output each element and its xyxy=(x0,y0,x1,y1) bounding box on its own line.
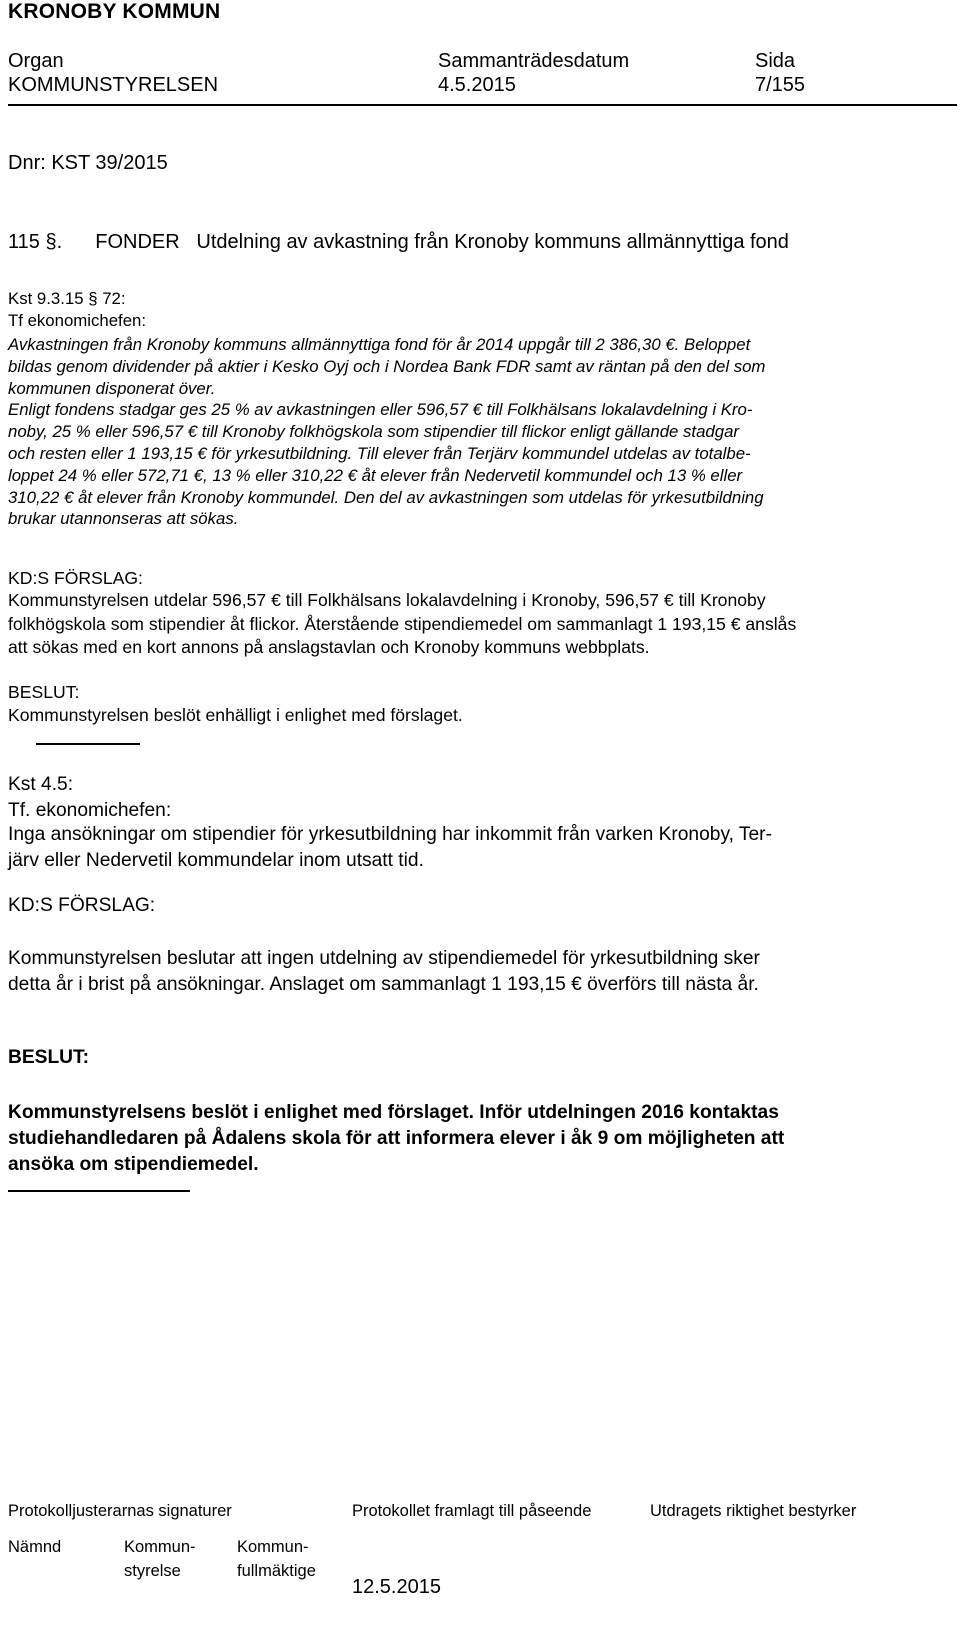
page-label: Sida xyxy=(755,50,796,72)
kst1-line: 310,22 € åt elever från Kronoby kommundel. Den del av avkastningen som utdelas för yrkesutbildning xyxy=(8,487,764,507)
certified-label: Utdragets riktighet bestyrker xyxy=(650,1502,857,1520)
kst1-line: brukar utannonseras att sökas. xyxy=(8,509,239,529)
kst2-body xyxy=(8,822,957,874)
footer-col-styrelse-line2: styrelse xyxy=(124,1562,181,1580)
footer-col-fullmaktige-line2: fullmäktige xyxy=(237,1562,316,1580)
beslut2-line: studiehandledaren på Ådalens skola för att informera elever i åk 9 om möjligheten att xyxy=(8,1128,785,1149)
beslut2-line: ansöka om stipendiemedel. xyxy=(8,1154,259,1175)
kst1-line: noby, 25 % eller 596,57 € till Kronoby folkhögskola som stipendier till flickor enligt gällande stadgar xyxy=(8,422,740,442)
kst2-author: Tf. ekonomichefen: xyxy=(8,800,172,821)
kds2-line: Kommunstyrelsen beslutar att ingen utdelning av stipendiemedel för yrkesutbildning sker xyxy=(8,948,760,969)
kst1-line: och resten eller 1 193,15 € för yrkesutbildning. Till elever från Terjärv kommundel utdelas av totalbe- xyxy=(8,443,751,463)
separator-line xyxy=(36,743,140,745)
paragraph-symbol: § xyxy=(45,231,57,253)
organ-label: Organ xyxy=(8,50,64,72)
kst1-author: Tf ekonomichefen: xyxy=(8,311,147,330)
kst1-line: kommunen disponerat över. xyxy=(8,378,216,398)
signatures-label: Protokolljusterarnas signaturer xyxy=(8,1502,232,1520)
kst2-line: Inga ansökningar om stipendier för yrkesutbildning har inkommit från varken Kronoby, Ter- xyxy=(8,824,772,845)
page-number: 7/155 xyxy=(755,74,806,96)
footer-col-namnd: Nämnd xyxy=(8,1538,62,1556)
beslut2-body xyxy=(8,1100,957,1178)
kds2-line: detta år i brist på ansökningar. Anslaget om sammanlagt 1 193,15 € överförs till nästa år. xyxy=(8,974,759,995)
date-value: 4.5.2015 xyxy=(438,74,516,96)
section-heading: FONDER Utdelning av avkastning från Kronoby kommuns allmännyttiga fond xyxy=(95,231,789,253)
beslut2-line: Kommunstyrelsens beslöt i enlighet med förslaget. Inför utdelningen 2016 kontaktas xyxy=(8,1102,779,1123)
kds1-line: Kommunstyrelsen utdelar 596,57 € till Folkhälsans lokalavdelning i Kronoby, 596,57 € till Kronoby xyxy=(8,590,766,610)
end-separator-line xyxy=(8,1190,190,1192)
kst1-line: Avkastningen från Kronoby kommuns allmännyttiga fond för år 2014 uppgår till 2 386,30 €. Beloppet xyxy=(8,335,751,354)
kds2-label: KD:S FÖRSLAG: xyxy=(8,895,156,916)
kst1-ref: Kst 9.3.15 § 72: xyxy=(8,289,126,308)
footer-col-fullmaktige-line1: Kommun- xyxy=(237,1538,309,1556)
kds1-line: att sökas med en kort annons på anslagstavlan och Kronoby kommuns webbplats. xyxy=(8,637,650,657)
date-label: Sammanträdesdatum xyxy=(438,50,630,72)
presented-label: Protokollet framlagt till påseende xyxy=(352,1502,592,1520)
header-divider xyxy=(8,104,957,106)
kst1-line: Enligt fondens stadgar ges 25 % av avkastningen eller 596,57 € till Folkhälsans lokalavdelning i Kro- xyxy=(8,400,753,420)
section-dot: . xyxy=(56,231,63,253)
presented-date: 12.5.2015 xyxy=(352,1576,441,1598)
beslut2-label: BESLUT: xyxy=(8,1047,90,1068)
diary-number: Dnr: KST 39/2015 xyxy=(8,152,168,174)
kds1-label: KD:S FÖRSLAG: xyxy=(8,568,143,588)
section-number: 115 xyxy=(8,231,40,253)
kst2-ref: Kst 4.5: xyxy=(8,774,74,795)
kst2-line: järv eller Nedervetil kommundelar inom utsatt tid. xyxy=(8,850,424,871)
kds1-line: folkhögskola som stipendier åt flickor. Återstående stipendiemedel om sammanlagt 1 193,15 € anslås xyxy=(8,613,797,634)
organ-value: KOMMUNSTYRELSEN xyxy=(8,74,219,96)
beslut1-label: BESLUT: xyxy=(8,682,80,702)
section-title xyxy=(8,231,789,254)
beslut1-text: Kommunstyrelsen beslöt enhälligt i enlighet med förslaget. xyxy=(8,705,463,725)
municipality-name: KRONOBY KOMMUN xyxy=(8,0,221,23)
footer-col-styrelse-line1: Kommun- xyxy=(124,1538,196,1556)
kst1-line: loppet 24 % eller 572,71 €, 13 % eller 310,22 € åt elever från Nedervetil kommundel och 13 % eller xyxy=(8,465,743,485)
kds1-body xyxy=(8,589,957,660)
kds2-body xyxy=(8,946,957,998)
kst1-line: bildas genom dividender på aktier i Kesko Oyj och i Nordea Bank FDR samt av räntan på den del som xyxy=(8,356,766,376)
kst1-body xyxy=(8,334,957,530)
